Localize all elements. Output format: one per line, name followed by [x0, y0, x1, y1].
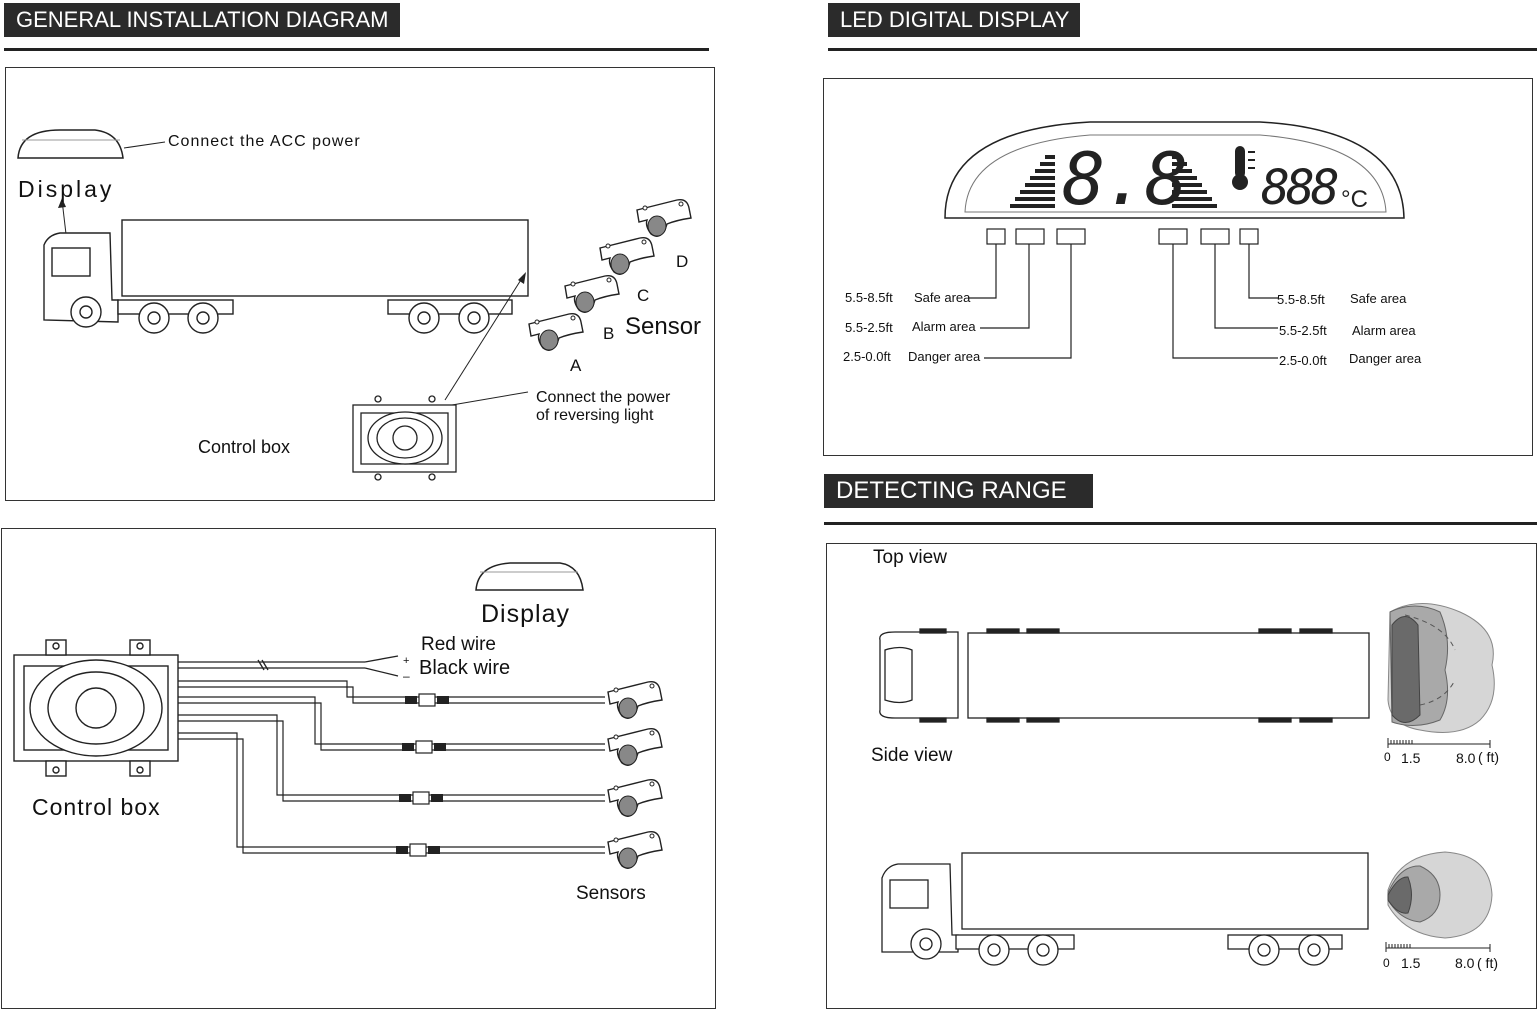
- right-row-area: Alarm area: [1352, 323, 1416, 338]
- left-row-range: 5.5-8.5ft: [845, 290, 893, 305]
- left-row-range: 5.5-2.5ft: [845, 320, 893, 335]
- led-temp-digits: 888: [1261, 160, 1336, 216]
- side-scale-far: 8.0: [1455, 955, 1475, 971]
- display-label: Display: [481, 600, 570, 628]
- led-display-header: LED DIGITAL DISPLAY: [828, 3, 1080, 37]
- reverse-power-label-line1: Connect the power: [536, 389, 671, 406]
- top-view-detection-zone: [1388, 604, 1494, 733]
- truck-top-view-icon: [880, 629, 1369, 722]
- svg-text:+: +: [403, 655, 410, 667]
- reverse-power-label-line2: of reversing light: [536, 407, 654, 424]
- left-row-area: Safe area: [914, 290, 971, 305]
- display-label: Display: [18, 176, 115, 202]
- sensors-label: Sensors: [576, 883, 646, 904]
- side-view-scale: [1386, 942, 1490, 952]
- right-row-range: 5.5-8.5ft: [1277, 292, 1325, 307]
- svg-text:–: –: [403, 669, 410, 683]
- sensor-letter-c: C: [637, 286, 650, 305]
- led-temp-unit: °C: [1341, 186, 1368, 213]
- top-scale-far: 8.0: [1456, 750, 1476, 766]
- red-wire-label: Red wire: [421, 634, 496, 655]
- detecting-range-header: DETECTING RANGE: [824, 474, 1093, 508]
- top-scale-zero: 0: [1384, 750, 1391, 764]
- side-view-label: Side view: [871, 745, 953, 766]
- acc-power-label: Connect the ACC power: [168, 133, 361, 150]
- left-row-area: Alarm area: [912, 319, 976, 334]
- side-scale-zero: 0: [1383, 956, 1390, 970]
- sensor-letter-a: A: [570, 356, 582, 375]
- right-row-range: 5.5-2.5ft: [1279, 323, 1327, 338]
- control-box-label: Control box: [198, 437, 291, 457]
- sensor-letter-b: B: [603, 324, 615, 343]
- install-diagram-header: GENERAL INSTALLATION DIAGRAM: [4, 3, 400, 37]
- led-main-digits: 8.8: [1062, 137, 1187, 221]
- side-scale-near: 1.5: [1401, 955, 1421, 971]
- sensor-label: Sensor: [625, 313, 702, 340]
- right-row-area: Safe area: [1350, 291, 1407, 306]
- top-scale-unit: ( ft): [1478, 749, 1499, 765]
- right-row-range: 2.5-0.0ft: [1279, 353, 1327, 368]
- right-row-area: Danger area: [1349, 351, 1422, 366]
- left-row-range: 2.5-0.0ft: [843, 349, 891, 364]
- side-scale-unit: ( ft): [1477, 955, 1498, 971]
- sensor-letter-d: D: [676, 252, 689, 271]
- truck-side-view-icon: [882, 853, 1368, 965]
- control-box-label: Control box: [32, 794, 161, 820]
- black-wire-label: Black wire: [419, 657, 511, 679]
- left-row-area: Danger area: [908, 349, 981, 364]
- top-view-label: Top view: [873, 547, 947, 568]
- top-scale-near: 1.5: [1401, 750, 1421, 766]
- side-view-detection-zone: [1388, 852, 1492, 938]
